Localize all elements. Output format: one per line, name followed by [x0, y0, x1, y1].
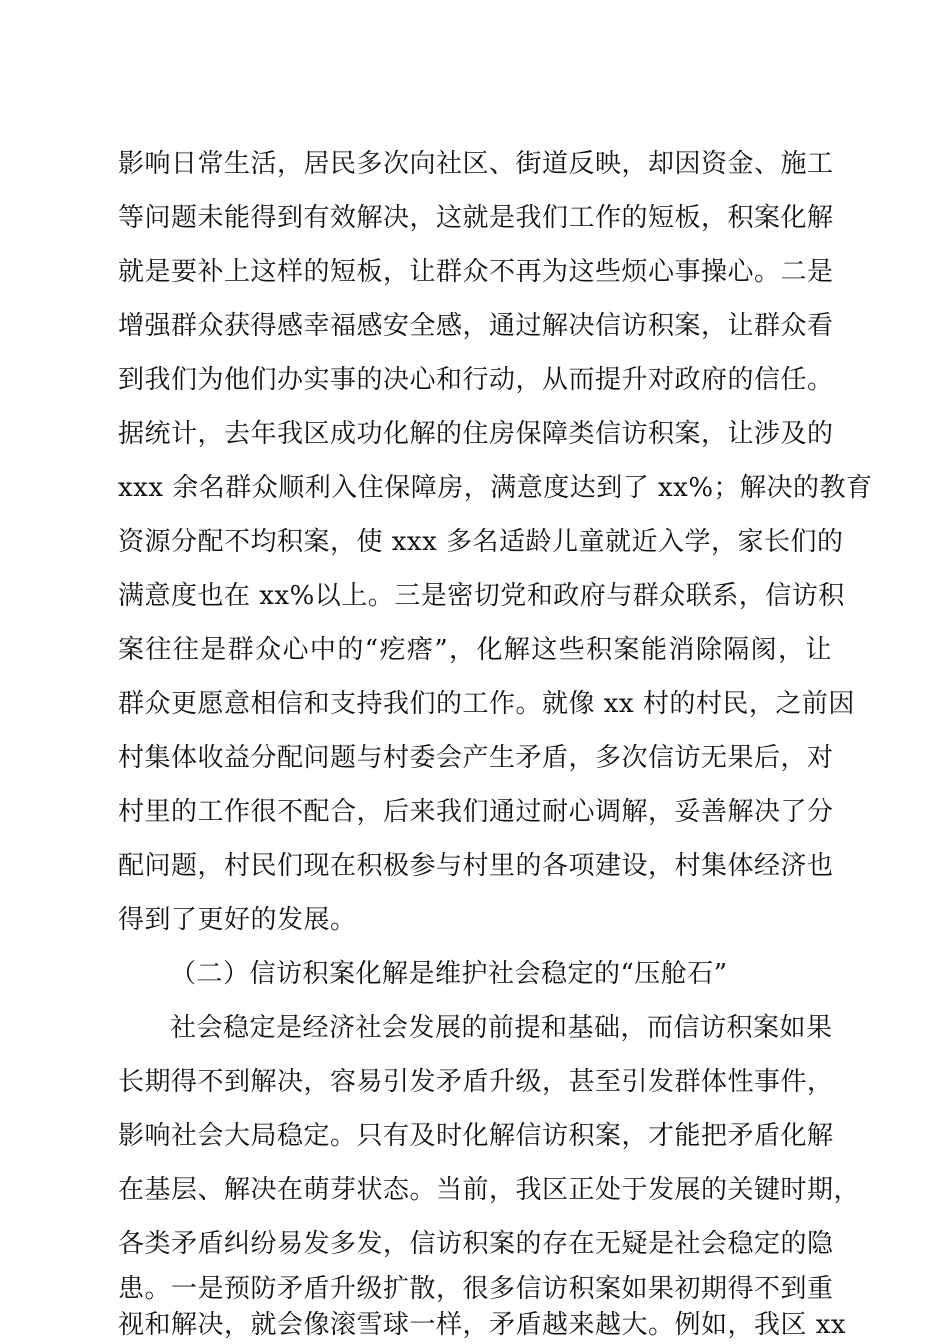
text-line: 满意度也在 xx%以上。三是密切党和政府与群众联系，信访积 [118, 581, 845, 611]
text-line: 据统计，去年我区成功化解的住房保障类信访积案，让涉及的 [118, 419, 834, 449]
text-line: 患。一是预防矛盾升级扩散，很多信访积案如果初期得不到重 [118, 1274, 834, 1304]
text-line: 增强群众获得感幸福感安全感，通过解决信访积案，让群众看 [118, 311, 834, 341]
text-line: 等问题未能得到有效解决，这就是我们工作的短板，积案化解 [118, 203, 834, 233]
text-line: 资源分配不均积案，使 xxx 多名适龄儿童就近入学，家长们的 [118, 527, 844, 557]
text-line: 影响日常生活，居民多次向社区、街道反映，却因资金、施工 [118, 149, 834, 179]
text-line: 影响社会大局稳定。只有及时化解信访积案，才能把矛盾化解 [118, 1121, 834, 1151]
text-line: 视和解决，就会像滚雪球一样，矛盾越来越大。例如，我区 xx [118, 1310, 847, 1340]
text-line: 到我们为他们办实事的决心和行动，从而提升对政府的信任。 [118, 365, 834, 395]
text-line: 配问题，村民们现在积极参与村里的各项建设，村集体经济也 [118, 851, 834, 881]
text-line: 各类矛盾纠纷易发多发，信访积案的存在无疑是社会稳定的隐 [118, 1229, 834, 1259]
text-line: xxx 余名群众顺利入住保障房，满意度达到了 xx%；解决的教育 [118, 473, 873, 503]
text-line: 社会稳定是经济社会发展的前提和基础，而信访积案如果 [170, 1013, 833, 1043]
text-line: 得到了更好的发展。 [118, 905, 357, 935]
text-line: 就是要补上这样的短板，让群众不再为这些烦心事操心。二是 [118, 257, 834, 287]
text-line: 村集体收益分配问题与村委会产生矛盾，多次信访无果后，对 [118, 743, 834, 773]
text-line: 案往往是群众心中的“疙瘩”，化解这些积案能消除隔阂，让 [118, 635, 832, 665]
text-line: 在基层、解决在萌芽状态。当前，我区正处于发展的关键时期， [118, 1175, 861, 1205]
text-line: 长期得不到解决，容易引发矛盾升级，甚至引发群体性事件， [118, 1067, 834, 1097]
section-heading: （二）信访积案化解是维护社会稳定的“压舱石” [170, 959, 728, 989]
text-line: 村里的工作很不配合，后来我们通过耐心调解，妥善解决了分 [118, 797, 834, 827]
text-line: 群众更愿意相信和支持我们的工作。就像 xx 村的村民，之前因 [118, 689, 855, 719]
